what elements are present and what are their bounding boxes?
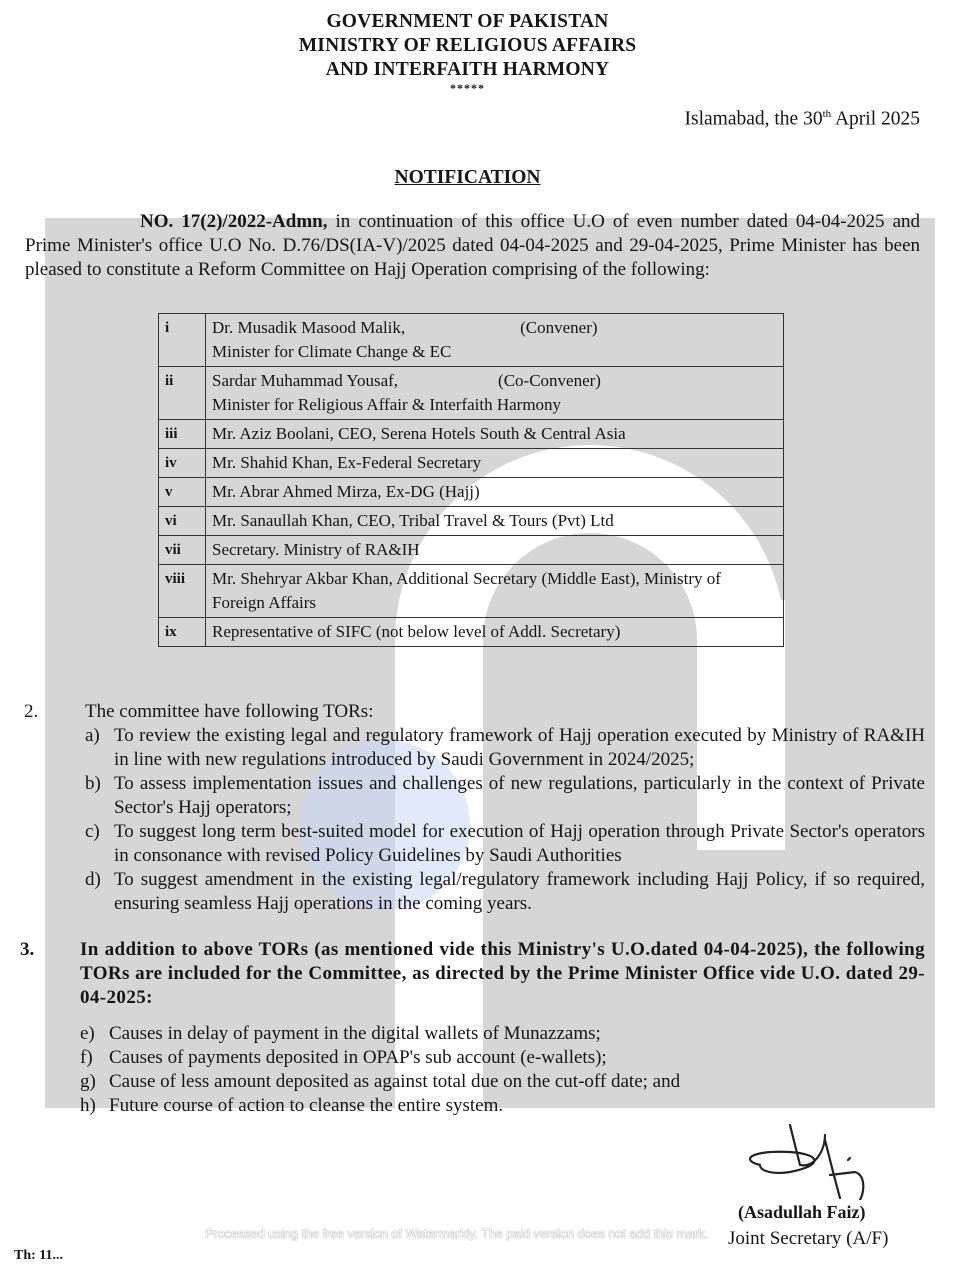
tor-marker: d) (85, 869, 101, 890)
member-details (206, 420, 784, 449)
member-number: iii (159, 420, 206, 449)
member-row (159, 507, 784, 536)
footer-fragment: Th: 11... (14, 1248, 64, 1263)
member-name: Mr. Shehryar Akbar Khan, Additional Secretary (Middle East), Ministry of Foreign Affairs (212, 569, 721, 612)
member-details (206, 565, 784, 618)
tor-text: Causes of payments deposited in OPAP's sub account (e-wallets); (109, 1047, 607, 1068)
tor-text: To suggest long term best-suited model for execution of Hajj operation through Private Sector's operators in consonance with revised Policy Guidelines by Saudi Authorities (114, 821, 925, 866)
tor-marker: g) (80, 1071, 96, 1092)
member-number: ix (159, 618, 206, 647)
section-2 (85, 700, 925, 916)
letterhead-line-3: AND INTERFAITH HARMONY (325, 59, 610, 80)
member-number: vi (159, 507, 206, 536)
member-name: Representative of SIFC (not below level of Addl. Secretary) (212, 622, 621, 641)
tor-text: To review the existing legal and regulatory framework of Hajj operation executed by Ministry of RA&IH in line with new regulations introduced by Saudi Government in 2024/2025; (114, 725, 925, 770)
member-details (206, 507, 784, 536)
tor-marker: a) (85, 725, 100, 746)
tor-marker: f) (80, 1047, 93, 1068)
member-row (159, 420, 784, 449)
intro-text: in continuation of this office U.O of even number dated 04-04-2025 and Prime Minister's office U.O No. D.76/DS(IA-V)/2025 dated 04-04-2025 and 29-04-2025, Prime Minister has been pleased to constitute a Reform Committee on Hajj Operation comprising of the following: (25, 211, 920, 280)
tor-marker: b) (85, 773, 101, 794)
member-row (159, 449, 784, 478)
member-details (206, 478, 784, 507)
tor-text: To assess implementation issues and challenges of new regulations, particularly in the context of Private Sector's Hajj operators; (114, 773, 925, 818)
member-details (206, 314, 784, 367)
member-name: Sardar Muhammad Yousaf, (212, 371, 399, 390)
committee-members-table (158, 313, 784, 647)
date-suffix-sup: th (822, 108, 832, 120)
section-2-tors-list (85, 724, 925, 916)
member-designation: Minister for Climate Change & EC (212, 342, 452, 361)
tor-item (80, 1046, 780, 1070)
tor-marker: c) (85, 821, 100, 842)
section-3-number: 3. (20, 939, 35, 960)
reference-number: NO. 17(2)/2022-Admn, (140, 211, 328, 232)
member-number: viii (159, 565, 206, 618)
tor-text: Future course of action to cleanse the entire system. (109, 1095, 504, 1116)
tor-item (85, 772, 925, 820)
member-row (159, 314, 784, 367)
member-name: Mr. Sanaullah Khan, CEO, Tribal Travel & Tours (Pvt) Ltd (212, 511, 614, 530)
member-number: v (159, 478, 206, 507)
tor-item (85, 724, 925, 772)
member-number: ii (159, 367, 206, 420)
member-role: (Convener) (520, 318, 598, 337)
section-3-tors (80, 1022, 780, 1118)
tor-item (80, 1070, 780, 1094)
member-name: Dr. Musadik Masood Malik, (212, 318, 406, 337)
signatory-title: Joint Secretary (A/F) (728, 1228, 889, 1249)
member-name: Mr. Aziz Boolani, CEO, Serena Hotels South & Central Asia (212, 424, 626, 443)
signature-icon (730, 1120, 930, 1200)
tor-text: Causes in delay of payment in the digital wallets of Munazzams; (109, 1023, 601, 1044)
section-2-heading: The committee have following TORs: (85, 701, 374, 722)
tor-marker: e) (80, 1023, 95, 1044)
letterhead-stars: ***** (450, 81, 485, 95)
member-details (206, 449, 784, 478)
member-designation: Minister for Religious Affair & Interfaith Harmony (212, 395, 562, 414)
member-number: i (159, 314, 206, 367)
tor-text: Cause of less amount deposited as against total due on the cut-off date; and (109, 1071, 681, 1092)
letterhead (0, 10, 935, 94)
section-2-number: 2. (24, 701, 39, 722)
tor-item (85, 820, 925, 868)
section-3-tors-list (80, 1022, 780, 1118)
date-prefix: Islamabad, the 30 (684, 108, 823, 130)
date-line (685, 108, 921, 131)
member-details (206, 618, 784, 647)
tor-item (85, 868, 925, 916)
member-role: (Co-Convener) (498, 371, 601, 390)
tor-marker: h) (80, 1095, 96, 1116)
member-number: vii (159, 536, 206, 565)
member-number: iv (159, 449, 206, 478)
member-details (206, 367, 784, 420)
member-row (159, 536, 784, 565)
member-row (159, 478, 784, 507)
document-title: NOTIFICATION (394, 167, 541, 188)
watermark-notice: Processed using the free version of Watermarkly. The paid version does not add this mark. (205, 1226, 708, 1241)
member-name: Mr. Abrar Ahmed Mirza, Ex-DG (Hajj) (212, 482, 480, 501)
section-3-text: In addition to above TORs (as mentioned vide this Ministry's U.O.dated 04-04-2025), the following TORs are included for the Committee, as directed by the Prime Minister Office vide U.O. dated 29-04-2025: (80, 939, 925, 1008)
member-row (159, 367, 784, 420)
letterhead-line-2: MINISTRY OF RELIGIOUS AFFAIRS (298, 35, 637, 56)
member-row (159, 565, 784, 618)
tor-item (80, 1022, 780, 1046)
member-name: Mr. Shahid Khan, Ex-Federal Secretary (212, 453, 482, 472)
tor-text: To suggest amendment in the existing legal/regulatory framework including Hajj Policy, if so required, ensuring seamless Hajj operations in the coming years. (114, 869, 925, 914)
letterhead-line-1: GOVERNMENT OF PAKISTAN (326, 11, 609, 32)
signatory-name: (Asadullah Faiz) (738, 1202, 866, 1222)
tor-item (80, 1094, 780, 1118)
date-month-year: April 2025 (831, 108, 920, 130)
member-row (159, 618, 784, 647)
intro-paragraph (25, 210, 920, 282)
member-details (206, 536, 784, 565)
member-name: Secretary. Ministry of RA&IH (212, 540, 420, 559)
